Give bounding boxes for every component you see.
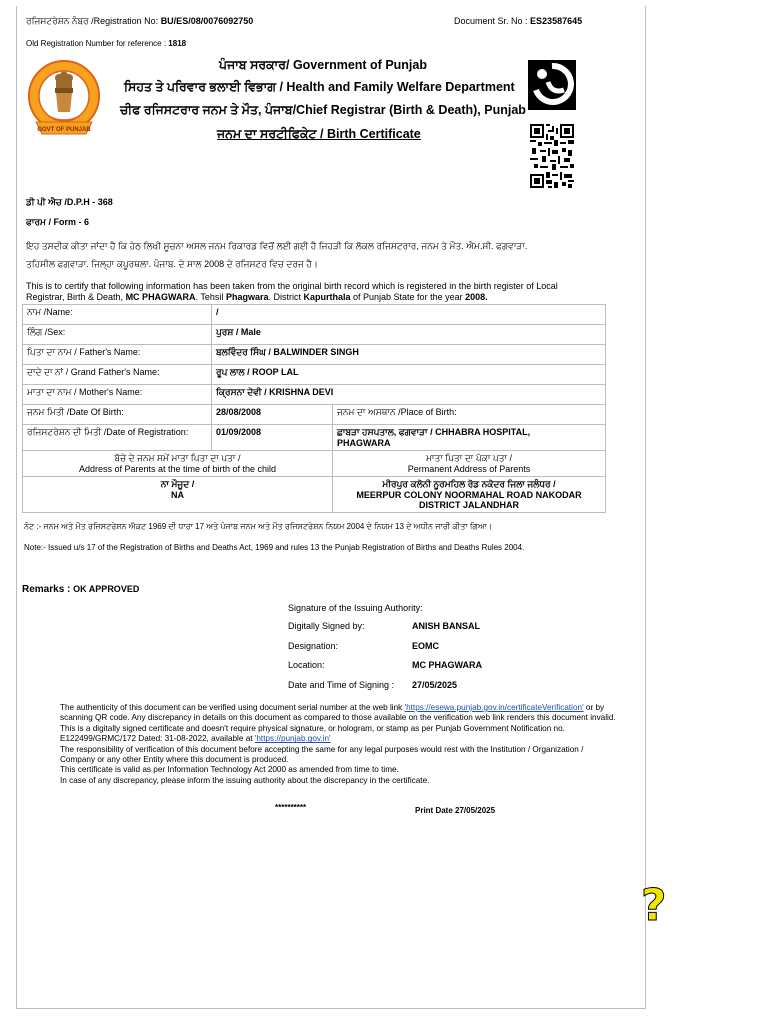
- sex-label: ਲਿੰਗ /Sex:: [23, 325, 212, 345]
- signing-datetime-value: 27/05/2025: [412, 680, 458, 690]
- signed-by-value: ANISH BANSAL: [412, 621, 481, 631]
- footer-text: The authenticity of this document can be verified using document serial number at the web link: [60, 703, 403, 712]
- table-row: [23, 305, 606, 325]
- grandfather-value: ਰੂਪ ਲਾਲ / ROOP LAL: [212, 365, 606, 385]
- footer-para-3: The responsibility of verification of this document before accepting the same for any legal purposes would rest with the Institution / Organization / Company or any other Entity where this document is produced.: [60, 744, 584, 765]
- pob-value-line-2: PHAGWARA: [337, 438, 391, 448]
- footer-para-5: In case of any discrepancy, please inform the issuing authority about the discrepancy in the certificate.: [60, 775, 430, 785]
- footer-para-4: This certificate is valid as per Information Technology Act 2000 as amended from time to time.: [60, 765, 399, 775]
- document-serial: [454, 16, 582, 26]
- address-at-birth-value: [23, 477, 333, 513]
- intro-tehsil: Phagwara: [225, 292, 269, 302]
- registration-value: BU/ES/08/0076092750: [160, 16, 254, 26]
- punjab-government-seal: [26, 58, 102, 144]
- footer-para-1: [60, 703, 620, 724]
- table-row: [23, 345, 606, 365]
- permanent-address-label: [333, 451, 606, 477]
- permanent-address-value-line-2: DISTRICT JALANDHAR: [419, 500, 519, 510]
- old-reg-value: 1818: [168, 39, 187, 48]
- grandfather-label: ਦਾਦੇ ਦਾ ਨਾਂ / Grand Father's Name:: [23, 365, 212, 385]
- sex-value: ਪੁਰਸ਼ / Male: [212, 325, 606, 345]
- table-row: [23, 477, 606, 513]
- dob-label: ਜਨਮ ਮਿਤੀ /Date Of Birth:: [23, 405, 212, 425]
- dob-value: 28/08/2008: [212, 405, 333, 425]
- name-label: ਨਾਮ /Name:: [23, 305, 212, 325]
- signing-datetime-label: Date and Time of Signing :: [288, 680, 395, 690]
- health-department-logo: [528, 60, 576, 110]
- name-value: /: [212, 305, 606, 325]
- mother-label: ਮਾਤਾ ਦਾ ਨਾਮ / Mother's Name:: [23, 385, 212, 405]
- punjab-gov-link[interactable]: 'https://punjab.gov.in': [254, 734, 331, 744]
- note-english: Note:- Issued u/s 17 of the Registration of Births and Deaths Act, 1969 and rules 13 the Punjab Registration of Births and Deaths Rules 2004.: [24, 543, 525, 552]
- permanent-address-value-pa: ਮੀਰਪੁਰ ਕਲੋਨੀ ਨੂਰਮਹਿਲ ਰੋਡ ਨਕੋਦਰ ਜਿਲਾ ਜਲੰਧਰ /: [382, 479, 556, 489]
- old-reg-label: Old Registration Number for reference :: [26, 39, 167, 48]
- verification-link[interactable]: 'https://esewa.punjab.gov.in/certificateVerification': [404, 703, 584, 712]
- doc-serial-label: Document Sr. No :: [454, 16, 528, 26]
- designation-value: EOMC: [412, 641, 439, 651]
- signed-by-label: Digitally Signed by:: [288, 621, 365, 631]
- help-question-mark-icon[interactable]: ?: [641, 880, 667, 931]
- heading-government: ਪੰਜਾਬ ਸਰਕਾਰ/ Government of Punjab: [219, 58, 427, 72]
- location-label: Location:: [288, 660, 325, 670]
- registration-label: ਰਜਿਸਟਰੇਸ਼ਨ ਨੰਬਰ /Registration No:: [26, 16, 159, 26]
- heading-department: ਸਿਹਤ ਤੇ ਪਰਿਵਾਰ ਭਲਾਈ ਵਿਭਾਗ / Health and Family Welfare Department: [124, 80, 515, 94]
- table-row: [23, 325, 606, 345]
- verification-footer: [60, 703, 620, 786]
- remarks: [22, 584, 139, 595]
- address-at-birth-label: [23, 451, 333, 477]
- remarks-label: Remarks :: [22, 584, 71, 595]
- doc-serial-value: ES23587645: [530, 16, 583, 26]
- remarks-value: OK APPROVED: [73, 584, 140, 594]
- dor-value: 01/09/2008: [212, 425, 333, 451]
- intro-english-line-2: [26, 292, 488, 302]
- intro-text: . Tehsil: [195, 292, 224, 302]
- intro-english-line-1: This is to certify that following information has been taken from the original birth record which is registered in the birth register of Local: [26, 281, 558, 291]
- intro-district: Kapurthala: [303, 292, 351, 302]
- permanent-address-label-pa: ਮਾਤਾ ਪਿਤਾ ਦਾ ਪੱਕਾ ਪਤਾ /: [425, 453, 513, 463]
- footer-text: or by scanning QR code. Any discrepancy in details on this document as compared to those available on the verification web link renders this document invalid.: [60, 703, 616, 723]
- intro-local-body: MC PHAGWARA: [125, 292, 196, 302]
- address-at-birth-label-en: Address of Parents at the time of birth of the child: [78, 464, 277, 474]
- birth-details-table: [22, 304, 606, 513]
- table-row: [23, 405, 606, 425]
- certificate-title: ਜਨਮ ਦਾ ਸਰਟੀਫਿਕੇਟ / Birth Certificate: [217, 127, 421, 141]
- table-row: [23, 365, 606, 385]
- end-marker: **********: [275, 803, 307, 812]
- seal-text: GOVT OF PUNJAB: [37, 127, 91, 133]
- address-at-birth-value-pa: ਨਾ ਮੌਜੂਦ /: [160, 479, 195, 489]
- old-registration: [26, 39, 186, 48]
- permanent-address-value: [333, 477, 606, 513]
- address-at-birth-label-pa: ਬੱਚੇ ਦੇ ਜਨਮ ਸਮੇਂ ਮਾਤਾ ਪਿਤਾ ਦਾ ਪਤਾ /: [114, 453, 241, 463]
- designation-label: Designation:: [288, 641, 339, 651]
- intro-punjabi-line-2: ਤਹਿਸੀਲ ਫਗਵਾੜਾ. ਜਿਲ੍ਹਾ ਕਪੂਰਥਲਾ. ਪੰਜਾਬ. ਦੇ ਸਾਲ 2008 ਦੇ ਰਜਿਸਟਰ ਵਿਚ ਦਰਜ ਹੈ।: [26, 259, 318, 269]
- note-punjabi: ਨੋਟ :- ਜਨਮ ਅਤੇ ਮੌਤ ਰਜਿਸਟਰੇਸ਼ਨ ਐਕਟ 1969 ਦੀ ਧਾਰਾ 17 ਅਤੇ ਪੰਜਾਬ ਜਨਮ ਅਤੇ ਮੌਤ ਰਜਿਸਟਰੇਸ਼ਨ ਨਿਯਮ 2004 ਦੇ ਨਿਯਮ 13 ਦੇ ਅਧੀਨ ਜਾਰੀ ਕੀਤਾ ਗਿਆ।: [24, 522, 493, 531]
- intro-text: of Punjab State for the year: [353, 292, 463, 302]
- dph-number: ਡੀ ਪੀ ਐਚ /D.P.H - 368: [26, 197, 113, 207]
- pob-value: [333, 425, 606, 451]
- intro-punjabi-line-1: ਇਹ ਤਸਦੀਕ ਕੀਤਾ ਜਾਂਦਾ ਹੈ ਕਿ ਹੇਠ ਲਿਖੀ ਸੂਚਨਾ ਅਸਲ ਜਨਮ ਰਿਕਾਰਡ ਵਿਚੋਂ ਲਈ ਗਈ ਹੈ ਜਿਹੜੀ ਕਿ ਲੋਕਲ ਰਜਿਸਟਰਾਰ, ਜਨਮ ਤੇ ਮੌਤ. ਐਮ.ਸੀ. ਫਗਵਾੜਾ.: [26, 241, 528, 251]
- footer-text: This is a digitally signed certificate and doesn't require physical signature, or hologram, or stamp as per Punjab Government Notification no. E122499/GRMC/172 Dated: 31-08-2022, available at: [60, 723, 565, 744]
- form-number: ਫਾਰਮ / Form - 6: [26, 217, 89, 227]
- father-label: ਪਿਤਾ ਦਾ ਨਾਮ / Father's Name:: [23, 345, 212, 365]
- dor-label: ਰਜਿਸਟਰੇਸ਼ਨ ਦੀ ਮਿਤੀ /Date of Registration:: [23, 425, 212, 451]
- permanent-address-value-line-1: MEERPUR COLONY NOORMAHAL ROAD NAKODAR: [356, 490, 582, 500]
- pob-value-line-1: ਛਾਬੜਾ ਹਸਪਤਾਲ, ਫਗਵਾੜਾ / CHHABRA HOSPITAL,: [337, 427, 531, 437]
- intro-text: Registrar, Birth & Death,: [26, 292, 124, 302]
- intro-text: . District: [268, 292, 301, 302]
- table-row: [23, 385, 606, 405]
- signature-title: Signature of the Issuing Authority:: [288, 603, 423, 613]
- table-row: [23, 425, 606, 451]
- permanent-address-label-en: Permanent Address of Parents: [407, 464, 531, 474]
- father-value: ਬਲਵਿੰਦਰ ਸਿੰਘ / BALWINDER SINGH: [212, 345, 606, 365]
- pob-label: ਜਨਮ ਦਾ ਅਸਥਾਨ /Place of Birth:: [333, 405, 606, 425]
- location-value: MC PHAGWARA: [412, 660, 482, 670]
- registration-number: [26, 16, 253, 27]
- verification-qr-code: [530, 124, 574, 188]
- table-row: [23, 451, 606, 477]
- intro-year: 2008.: [465, 292, 488, 302]
- address-at-birth-value-en: NA: [171, 490, 184, 500]
- print-date: Print Date 27/05/2025: [415, 806, 496, 815]
- heading-chief-registrar: ਚੀਫ ਰਜਿਸਟਰਾਰ ਜਨਮ ਤੇ ਮੌਤ, ਪੰਜਾਬ/Chief Registrar (Birth & Death), Punjab: [120, 103, 526, 117]
- footer-para-2: [60, 724, 620, 745]
- mother-value: ਕ੍ਰਿਸਨਾ ਦੇਵੀ / KRISHNA DEVI: [212, 385, 606, 405]
